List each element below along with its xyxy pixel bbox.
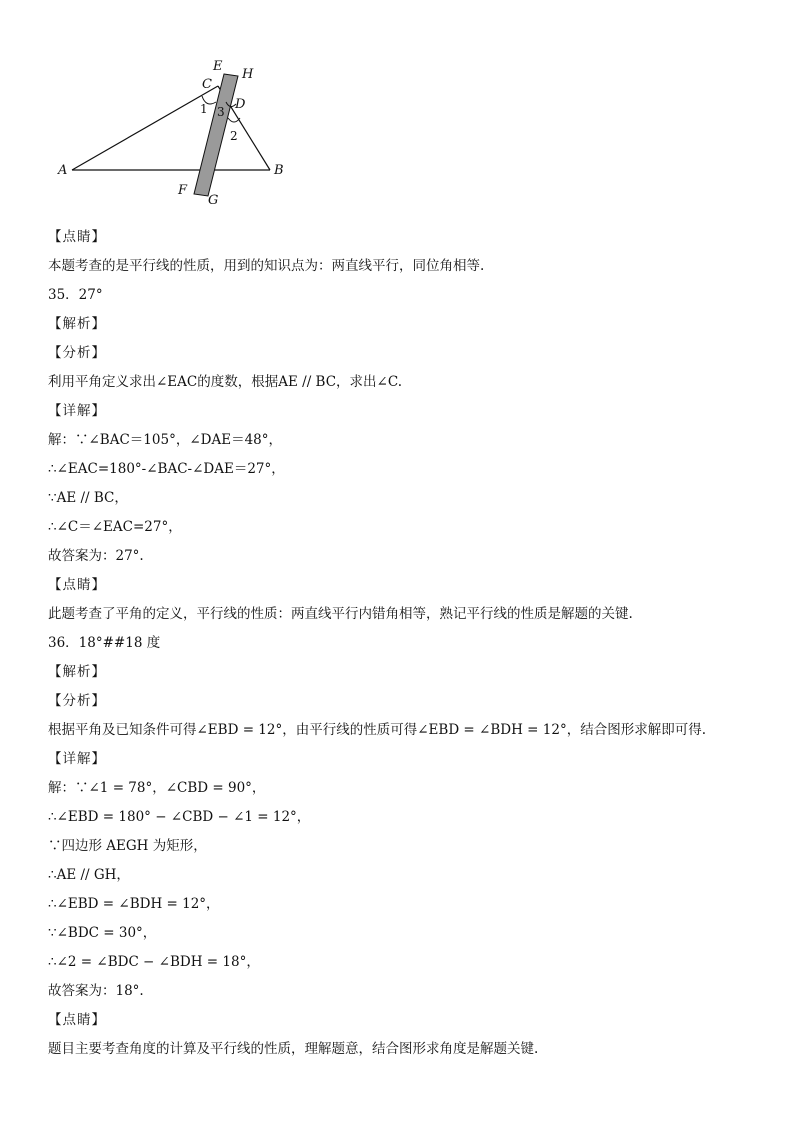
- heading-xiangjie: 【详解】: [48, 751, 106, 767]
- text-line: 利用平角定义求出∠EAC的度数，根据AE // BC，求出∠C.: [48, 374, 402, 390]
- solution-step: ∴∠C＝∠EAC=27°，: [48, 519, 182, 535]
- text-line: 本题考查的是平行线的性质，用到的知识点为：两直线平行，同位角相等.: [48, 258, 485, 274]
- label-1: 1: [200, 102, 208, 116]
- solution-step: ∴AE // GH，: [48, 867, 130, 883]
- label-h: H: [242, 67, 254, 82]
- solution-step: ∴∠EAC=180°-∠BAC-∠DAE＝27°，: [48, 461, 285, 477]
- label-a: A: [58, 163, 68, 178]
- heading-xiangjie: 【详解】: [48, 403, 106, 419]
- label-f: F: [178, 183, 188, 198]
- geometry-figure: [52, 58, 302, 210]
- solution-step: ∵∠BDC = 30°，: [48, 925, 157, 941]
- label-c: C: [202, 77, 212, 92]
- solution-step: ∴∠EBD = 180° − ∠CBD − ∠1 = 12°，: [48, 809, 311, 825]
- heading-fenxi: 【分析】: [48, 693, 106, 709]
- label-g: G: [208, 193, 219, 208]
- solution-step: 解：∵∠1 = 78°，∠CBD = 90°，: [48, 780, 266, 796]
- question-number: 36．18°##18 度: [48, 635, 161, 651]
- heading-fenxi: 【分析】: [48, 345, 106, 361]
- label-b: B: [274, 163, 284, 178]
- label-2: 2: [230, 129, 238, 143]
- solution-step: 解：∵∠BAC＝105°，∠DAE＝48°，: [48, 432, 282, 448]
- heading-jiexi: 【解析】: [48, 316, 106, 332]
- label-3: 3: [217, 105, 225, 119]
- heading-jiexi: 【解析】: [48, 664, 106, 680]
- text-line: 根据平角及已知条件可得∠EBD = 12°，由平行线的性质可得∠EBD = ∠BDH = 12°，结合图形求解即可得.: [48, 722, 706, 738]
- triangle-with-ruler-diagram: [52, 58, 302, 210]
- answer-line: 故答案为：27°.: [48, 548, 144, 564]
- text-line: 题目主要考查角度的计算及平行线的性质，理解题意，结合图形求角度是解题关键.: [48, 1041, 539, 1057]
- label-e: E: [213, 59, 223, 74]
- side-ac: [72, 86, 218, 170]
- heading-dianjing: 【点睛】: [48, 577, 106, 593]
- heading-dianjing: 【点睛】: [48, 1012, 106, 1028]
- label-d: D: [235, 97, 246, 112]
- solution-step: ∴∠EBD = ∠BDH = 12°，: [48, 896, 220, 912]
- solution-step: ∵AE // BC，: [48, 490, 128, 506]
- answer-line: 故答案为：18°.: [48, 983, 144, 999]
- text-line: 此题考查了平角的定义，平行线的性质：两直线平行内错角相等，熟记平行线的性质是解题的关键.: [48, 606, 633, 622]
- question-number: 35．27°: [48, 287, 103, 303]
- solution-step: ∵四边形 AEGH 为矩形，: [48, 838, 207, 854]
- heading-dianjing: 【点睛】: [48, 229, 106, 245]
- solution-step: ∴∠2 = ∠BDC − ∠BDH = 18°，: [48, 954, 260, 970]
